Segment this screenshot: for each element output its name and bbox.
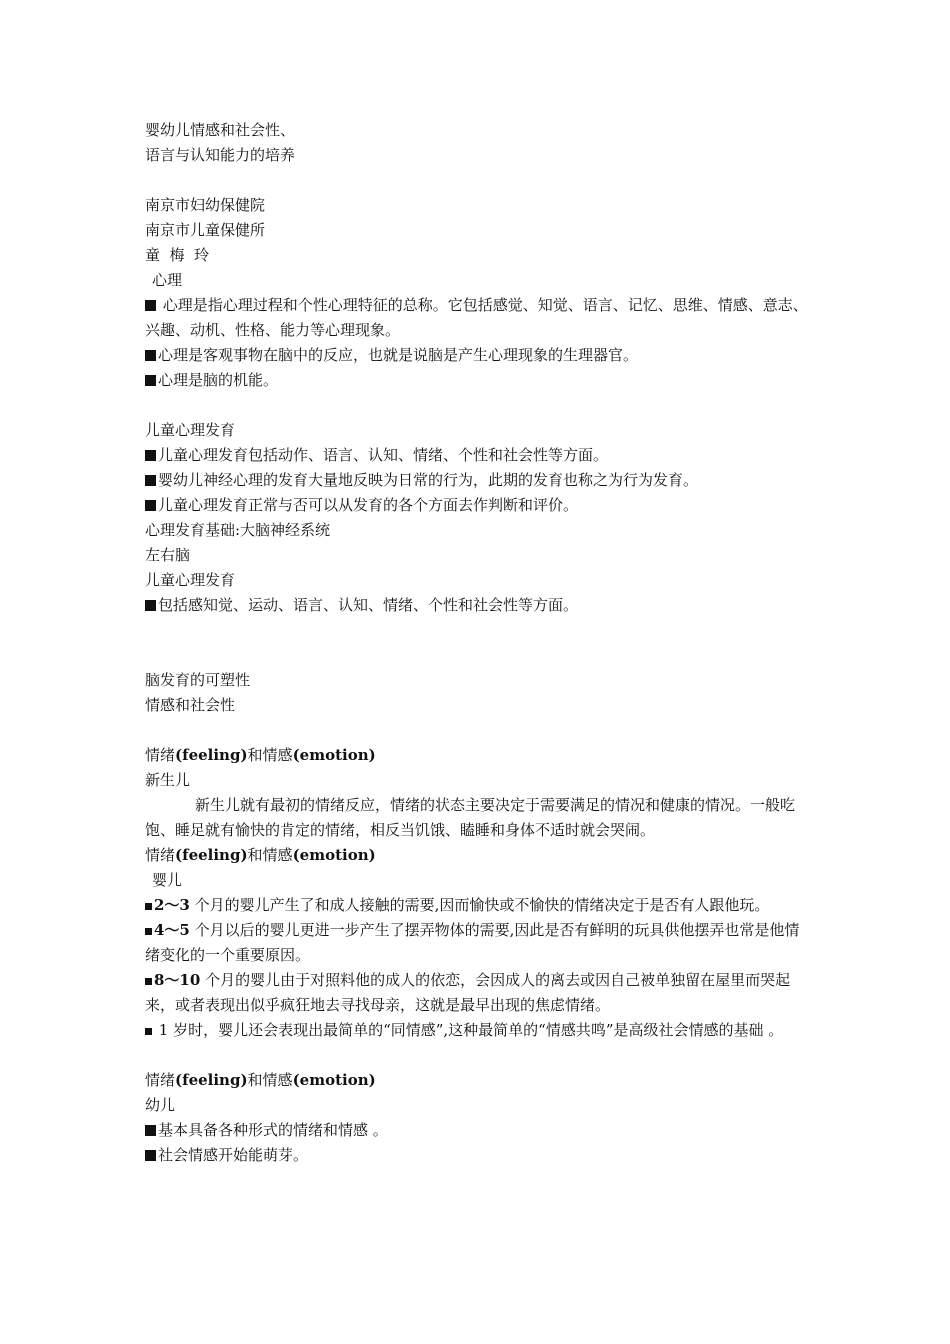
emotion-heading-1: 情绪(feeling)和情感(emotion) xyxy=(145,746,376,764)
emotion-social-heading: 情感和社会性 xyxy=(145,696,236,714)
toddler-heading: 幼儿 xyxy=(145,1096,176,1114)
bullet-square-icon xyxy=(145,475,156,486)
emotion-heading-2: 情绪(feeling)和情感(emotion) xyxy=(145,846,376,864)
toddler-item-1: 基本具备各种形式的情绪和情感 。 xyxy=(145,1118,810,1143)
newborn-heading: 新生儿 xyxy=(145,771,191,789)
psychology-item-2: 心理是客观事物在脑中的反应，也就是说脑是产生心理现象的生理器官。 xyxy=(145,343,810,368)
bullet-square-icon xyxy=(145,1028,152,1035)
bullet-square-icon xyxy=(145,978,152,985)
bullet-square-icon xyxy=(145,500,156,511)
bullet-square-icon xyxy=(145,600,156,611)
bullet-square-icon xyxy=(145,1125,156,1136)
newborn-paragraph: 新生儿就有最初的情绪反应，情绪的状态主要决定于需要满足的情况和健康的情况。一般吃饱、睡足就有愉快的肯定的情绪，相反当饥饿、瞌睡和身体不适时就会哭闹。 xyxy=(145,796,796,839)
bullet-square-icon xyxy=(145,450,156,461)
development-heading-repeat: 儿童心理发育 xyxy=(145,571,236,589)
development-item-3: 儿童心理发育正常与否可以从发育的各个方面去作判断和评价。 xyxy=(145,493,810,518)
left-right-brain: 左右脑 xyxy=(145,546,191,564)
bullet-square-icon xyxy=(145,903,152,910)
emotion-heading-3: 情绪(feeling)和情感(emotion) xyxy=(145,1071,376,1089)
document-page xyxy=(145,118,810,1168)
title-line-1: 婴幼儿情感和社会性、 xyxy=(145,121,296,139)
bullet-square-icon xyxy=(145,928,152,935)
development-item-4: 包括感知觉、运动、语言、认知、情绪、个性和社会性等方面。 xyxy=(145,593,810,618)
development-item-2: 婴幼儿神经心理的发育大量地反映为日常的行为，此期的发育也称之为行为发育。 xyxy=(145,468,810,493)
development-item-1: 儿童心理发育包括动作、语言、认知、情绪、个性和社会性等方面。 xyxy=(145,443,810,468)
psychology-item-1: 心理是指心理过程和个性心理特征的总称。它包括感觉、知觉、语言、记忆、思维、情感、意志、兴趣、动机、性格、能力等心理现象。 xyxy=(145,296,808,339)
title-line-2: 语言与认知能力的培养 xyxy=(145,146,296,164)
toddler-item-2: 社会情感开始能萌芽。 xyxy=(145,1143,810,1168)
bullet-square-icon xyxy=(145,1150,156,1161)
brain-plasticity: 脑发育的可塑性 xyxy=(145,671,251,689)
section-heading-development: 儿童心理发育 xyxy=(145,421,236,439)
org-line-1: 南京市妇幼保健院 xyxy=(145,196,266,214)
bullet-square-icon xyxy=(145,350,156,361)
bullet-square-icon xyxy=(145,300,156,311)
psychology-item-3: 心理是脑的机能。 xyxy=(145,368,810,393)
infant-item-4: 1 岁时，婴儿还会表现出最简单的“同情感”,这种最简单的“情感共鸣”是高级社会情感的基础 。 xyxy=(145,1018,810,1043)
infant-item-3: 8～10 个月的婴儿由于对照料他的成人的依恋，会因成人的离去或因自己被单独留在屋里而哭起来，或者表现出似乎疯狂地去寻找母亲，这就是最早出现的焦虑情绪。 xyxy=(145,971,791,1014)
bullet-square-icon xyxy=(145,375,156,386)
development-basis: 心理发育基础:大脑神经系统 xyxy=(145,521,331,539)
org-line-2: 南京市儿童保健所 xyxy=(145,221,266,239)
section-heading-psychology: 心理 xyxy=(152,271,183,289)
infant-item-2: 4～5 个月以后的婴儿更进一步产生了摆弄物体的需要,因此是否有鲜明的玩具供他摆弄也常是他情绪变化的一个重要原因。 xyxy=(145,921,800,964)
author-name: 童 梅 玲 xyxy=(145,246,210,264)
infant-heading: 婴儿 xyxy=(152,871,183,889)
infant-item-1: 2～3 个月的婴儿产生了和成人接触的需要,因而愉快或不愉快的情绪决定于是否有人跟他玩。 xyxy=(145,893,810,918)
